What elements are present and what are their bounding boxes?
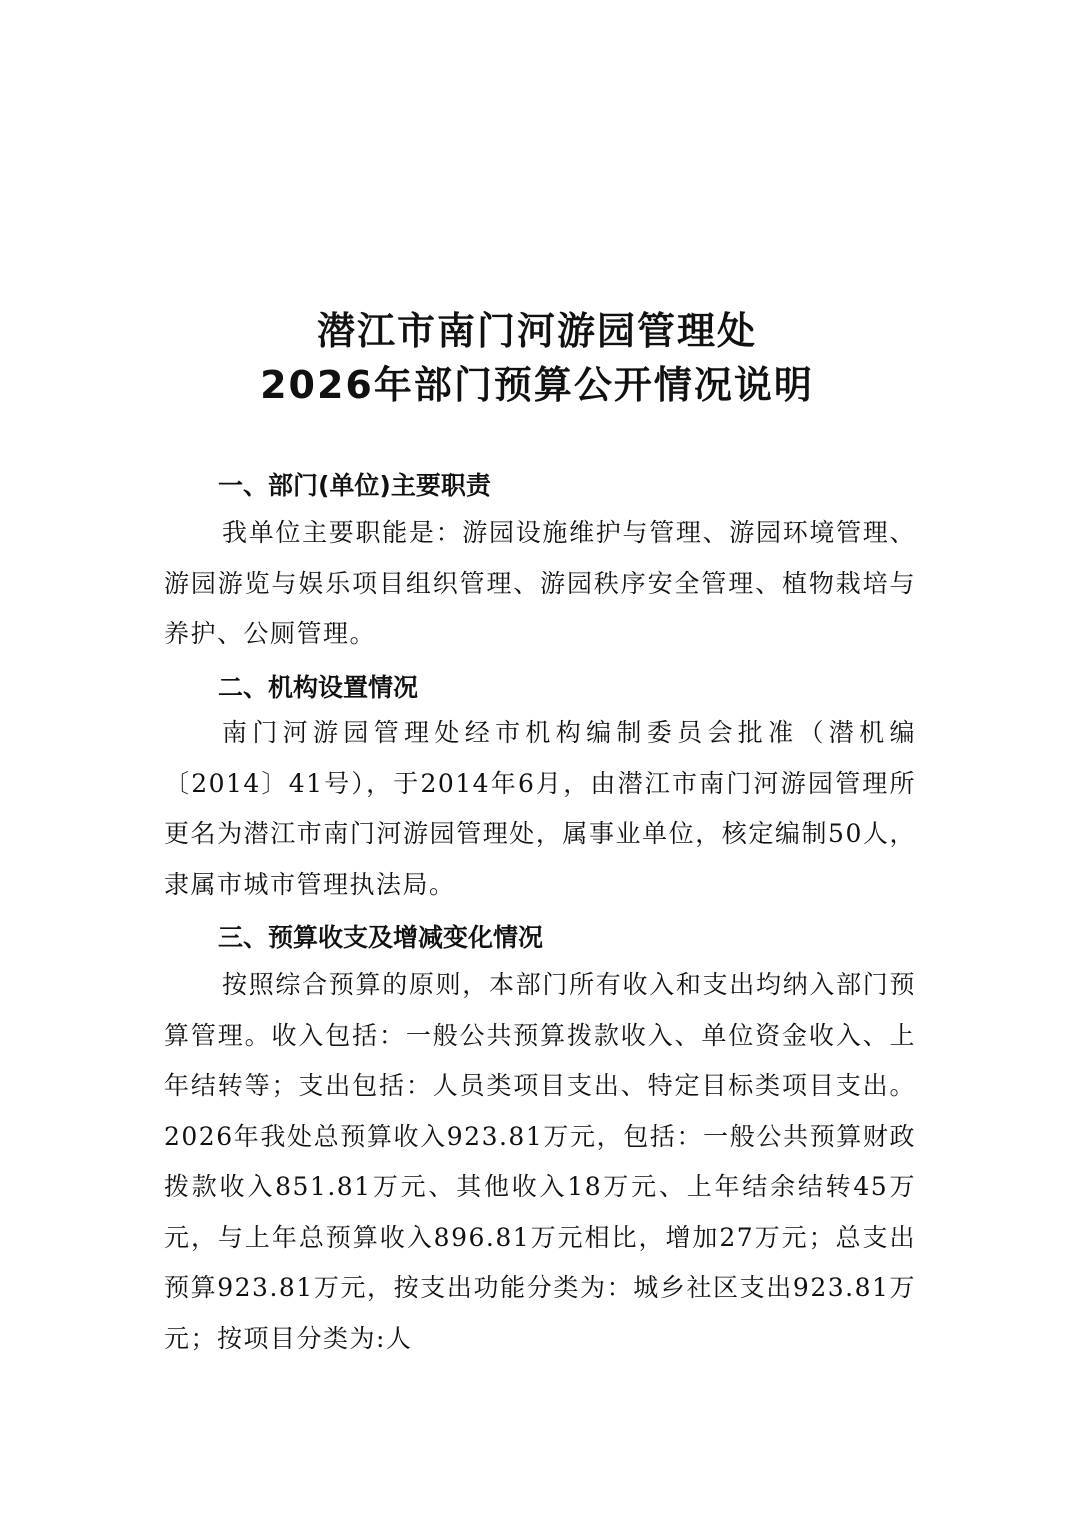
document-title-line2: 2026年部门预算公开情况说明 bbox=[260, 363, 814, 407]
document-title-line1: 潜江市南门河游园管理处 bbox=[316, 309, 757, 353]
section-body-duties: 我单位主要职能是：游园设施维护与管理、游园环境管理、游园游览与娱乐项目组织管理、游园秩序安全管理、植物栽培与养护、公厕管理。 bbox=[164, 518, 916, 648]
section-heading-budget: 三、预算收支及增减变化情况 bbox=[218, 923, 544, 952]
section-body-organization: 南门河游园管理处经市机构编制委员会批准（潜机编〔2014〕41号），于2014年6月，由潜江市南门河游园管理所更名为潜江市南门河游园管理处，属事业单位，核定编制50人，隶属市城市管理执法局。 bbox=[164, 718, 916, 899]
section-heading-organization: 二、机构设置情况 bbox=[218, 673, 419, 702]
section-body-budget: 按照综合预算的原则，本部门所有收入和支出均纳入部门预算管理。收入包括：一般公共预算拨款收入、单位资金收入、上年结转等；支出包括：人员类项目支出、特定目标类项目支出。2026年我处总预算收入923.81万元，包括：一般公共预算财政拨款收入851.81万元、其他收入18万元、上年结余结转45万元，与上年总预算收入896.81万元相比，增加27万元；总支出预算923.81万元，按支出功能分类为：城乡社区支出923.81万元；按项目分类为:人 bbox=[164, 970, 916, 1353]
section-heading-duties: 一、部门(单位)主要职责 bbox=[218, 471, 491, 500]
